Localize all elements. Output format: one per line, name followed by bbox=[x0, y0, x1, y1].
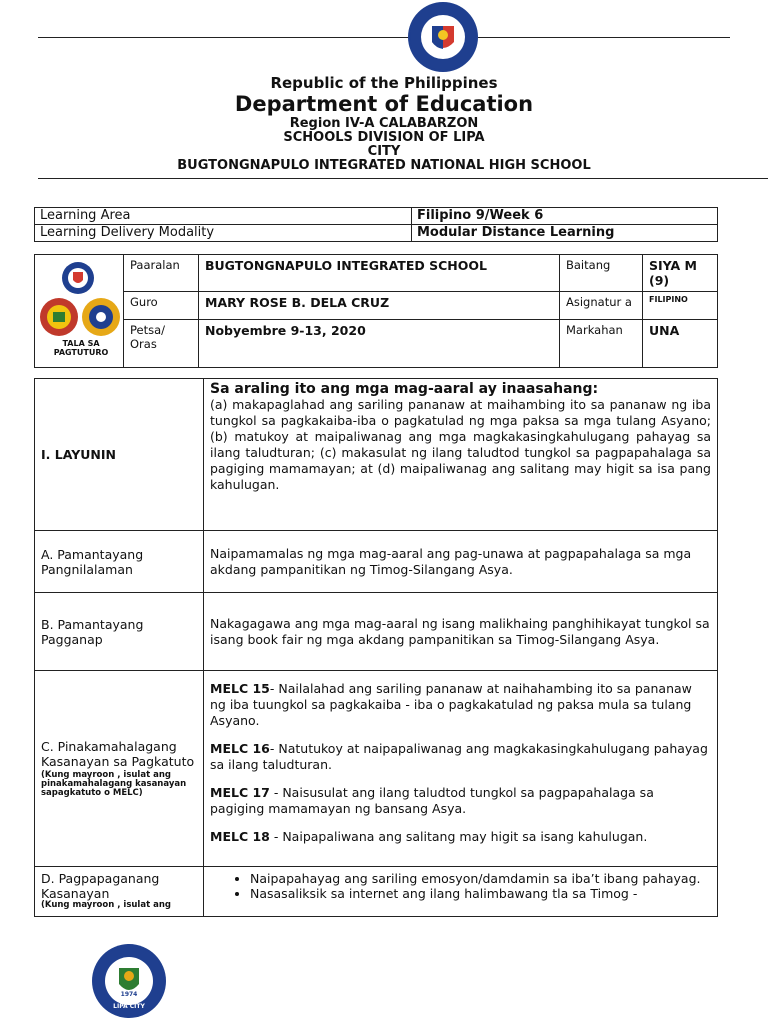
logo-caption-2: PAGTUTURO bbox=[53, 348, 109, 357]
pamantayang-pangnilalaman-text: Naipamamalas ng mga mag-aaral ang pag-unawa at pagpapahalaga sa mga akdang pampanitikan ng Timog-Silangang Asya. bbox=[204, 531, 718, 593]
school-name: BUGTONGNAPULO INTEGRATED NATIONAL HIGH SCHOOL bbox=[177, 158, 591, 173]
melc-item bbox=[210, 829, 711, 845]
division-logo-icon bbox=[81, 297, 121, 337]
guro-value: MARY ROSE B. DELA CRUZ bbox=[199, 292, 560, 320]
pamantayang-pagganap-text: Nakagagawa ang mga mag-aaral ng isang malikhaing panghihikayat tungkol sa isang book fair ng mga akdang pampanitikan sa Timog-Silangang Asya. bbox=[204, 593, 718, 671]
logo-caption-1: TALA SA bbox=[62, 339, 100, 348]
learning-area-value: Filipino 9/Week 6 bbox=[412, 208, 718, 225]
melc-code: MELC 18 bbox=[210, 829, 270, 844]
table-row bbox=[35, 292, 718, 320]
melc-text: - Natutukoy at naipapaliwanag ang magkakasingkahulugang pahayag sa ilang taludturan. bbox=[210, 741, 708, 772]
tala-table bbox=[34, 254, 718, 368]
pagpapaganang-kasanayan-label: D. Pagpapaganang Kasanayan bbox=[41, 871, 160, 901]
layunin-heading: Sa araling ito ang mga mag-aaral ay inaasahang: bbox=[210, 381, 599, 397]
melc-note: (Kung mayroon , isulat ang pinakamahalagang kasanayan sapagkatuto o MELC) bbox=[41, 770, 187, 798]
deped-seal-icon bbox=[408, 2, 478, 72]
melc-code: MELC 16 bbox=[210, 741, 270, 756]
table-row bbox=[35, 379, 718, 531]
melc-list bbox=[204, 671, 718, 867]
markahan-value: UNA bbox=[643, 320, 718, 368]
table-row bbox=[35, 320, 718, 368]
paaralan-label: Paaralan bbox=[124, 255, 199, 292]
header-rule-right bbox=[478, 37, 730, 38]
table-row bbox=[35, 208, 718, 225]
guro-label: Guro bbox=[124, 292, 199, 320]
melc-label: C. Pinakamahalagang Kasanayan sa Pagkatuto bbox=[41, 739, 195, 769]
school-seal-place: LIPA CITY bbox=[113, 1003, 145, 1010]
baitang-value: SIYA M (9) bbox=[643, 255, 718, 292]
melc-text: - Nailalahad ang sariling pananaw at naihahambing ito sa pananaw ng iba tuungkol sa pagkakaiba - iba o pagkakatulad ng paksa mula sa tulang Asyano. bbox=[210, 681, 692, 728]
table-row bbox=[35, 593, 718, 671]
table-row bbox=[35, 531, 718, 593]
lesson-plan-table bbox=[34, 378, 718, 917]
modality-value: Modular Distance Learning bbox=[412, 225, 718, 242]
pamantayang-pangnilalaman-label: A. Pamantayang Pangnilalaman bbox=[35, 531, 204, 593]
header-bottom-rule bbox=[38, 178, 768, 179]
table-row bbox=[35, 671, 718, 867]
logo-cell bbox=[35, 255, 124, 368]
table-row bbox=[35, 867, 718, 917]
petsa-label: Petsa/ Oras bbox=[124, 320, 199, 368]
republic-line: Republic of the Philippines bbox=[270, 74, 498, 92]
petsa-value: Nobyembre 9-13, 2020 bbox=[199, 320, 560, 368]
melc-text: - Naisusulat ang ilang taludtod tungkol sa pagpapahalaga sa pagiging mamamayan ng bansang Asya. bbox=[210, 785, 654, 816]
pamantayang-pagganap-label: B. Pamantayang Pagganap bbox=[35, 593, 204, 671]
region-line: Region IV-A CALABARZON bbox=[289, 116, 479, 131]
melc-code: MELC 17 bbox=[210, 785, 270, 800]
melc-item bbox=[210, 741, 711, 773]
melc-code: MELC 15 bbox=[210, 681, 270, 696]
paaralan-value: BUGTONGNAPULO INTEGRATED SCHOOL bbox=[199, 255, 560, 292]
pagpapaganang-kasanayan-note: (Kung mayroon , isulat ang bbox=[41, 900, 171, 910]
layunin-label: I. LAYUNIN bbox=[35, 379, 204, 531]
list-item: • Naipapahayag ang sariling emosyon/damdamin sa iba’t ibang pahayag. bbox=[250, 871, 711, 886]
header-rule-left bbox=[38, 37, 408, 38]
school-seal-icon bbox=[92, 944, 166, 1018]
melc-item bbox=[210, 681, 711, 729]
melc-item bbox=[210, 785, 711, 817]
layunin-text: (a) makapaglahad ang sariling pananaw at maihambing ito sa pananaw ng iba tungkol sa pagkakaiba-iba o pagkatulad ng mga paksa sa mga tulang Asyano; (b) matukoy at maipaliwanag ang mga magkakasingkahulugang pahayag sa ilang taludturan; (c) makasulat ng ilang taludtod tungkol sa pagpapahalaga sa pagiging mamamayan; at (d) maipaliwanag ang salitang may higit sa isa pang kahulugan. bbox=[210, 397, 711, 492]
division-line-2: CITY bbox=[367, 144, 401, 159]
melc-text: - Naipapaliwana ang salitang may higit sa isang kahulugan. bbox=[269, 829, 648, 844]
deped-logo-icon bbox=[61, 261, 95, 295]
modality-label: Learning Delivery Modality bbox=[35, 225, 412, 242]
list-item: • Nasasaliksik sa internet ang ilang halimbawang tla sa Timog - bbox=[250, 886, 711, 901]
school-logo-icon bbox=[39, 297, 79, 337]
school-seal-year: 1974 bbox=[120, 991, 138, 998]
asignatura-value: FILIPINO bbox=[643, 292, 718, 320]
table-row bbox=[35, 255, 718, 292]
asignatura-label: Asignatur a bbox=[560, 292, 643, 320]
department-title: Department of Education bbox=[234, 92, 534, 116]
table-row bbox=[35, 225, 718, 242]
learning-info-table bbox=[34, 207, 718, 242]
division-line-1: SCHOOLS DIVISION OF LIPA bbox=[283, 130, 485, 145]
baitang-label: Baitang bbox=[560, 255, 643, 292]
pagpapaganang-kasanayan-list bbox=[210, 871, 711, 901]
learning-area-label: Learning Area bbox=[35, 208, 412, 225]
markahan-label: Markahan bbox=[560, 320, 643, 368]
